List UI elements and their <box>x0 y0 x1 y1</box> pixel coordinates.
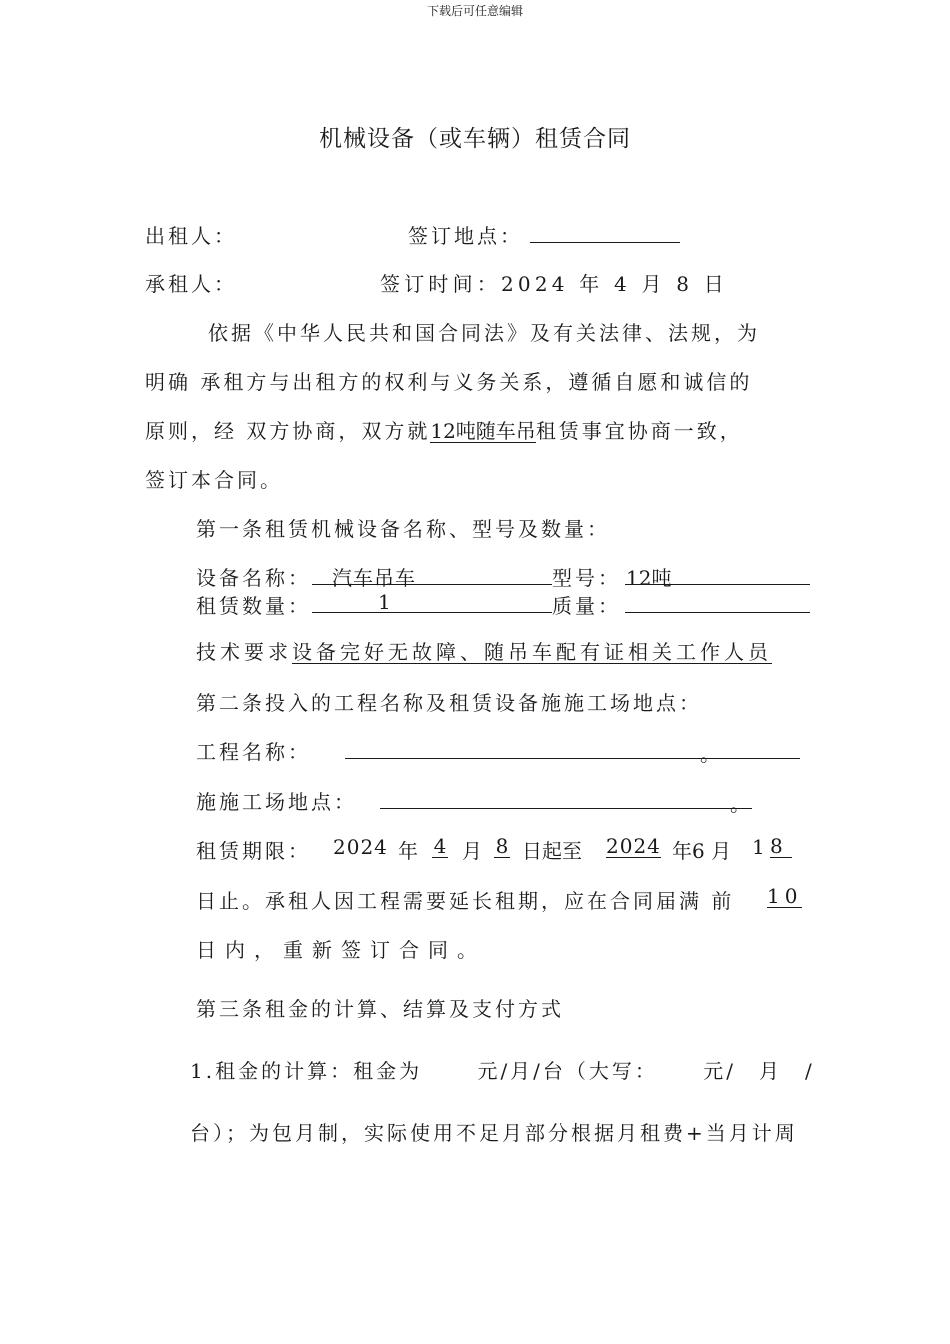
header-note: 下载后可任意编辑 <box>426 4 523 18</box>
quality-field <box>625 588 810 613</box>
project-period-mark: 。 <box>700 742 720 766</box>
site-period-mark: 。 <box>730 792 750 816</box>
qty-label: 租赁数量： <box>196 594 311 618</box>
quality-label: 质量： <box>552 594 621 618</box>
model-label: 型号： <box>552 566 621 590</box>
start-month-unit: 月 <box>462 839 482 863</box>
end-day-a: 1 <box>752 835 765 859</box>
start-to-label: 日起至 <box>522 839 582 863</box>
intro-line-1: 依据《中华人民共和国合同法》及有关法律、法规，为 <box>208 321 760 345</box>
rent-line-2: 台）；为包月制，实际使用不足月部分根据月租费+当月计周 <box>190 1121 798 1145</box>
start-month: 4 <box>433 834 447 858</box>
intro-line-3 <box>145 415 743 444</box>
qty-field <box>312 588 552 613</box>
article-3-heading: 第三条租金的计算、结算及支付方式 <box>196 997 564 1021</box>
start-year-unit: 年 <box>398 839 418 863</box>
qty-value: 1 <box>378 590 391 614</box>
start-year: 2024 <box>333 835 388 859</box>
period-label: 租赁期限： <box>196 839 311 863</box>
sign-place-blank <box>530 220 680 243</box>
article-1-heading: 第一条租赁机械设备名称、型号及数量： <box>196 517 610 541</box>
tech-label: 技术要求 <box>196 640 292 664</box>
contract-title: 机械设备（或车辆）租赁合同 <box>319 126 631 152</box>
tech-value: 设备完好无故障、随吊车配有证相关工作人员 <box>292 640 772 664</box>
intro-line-4: 签订本合同。 <box>145 468 283 492</box>
sign-time: 签订时间：2024 年 4 月 8 日 <box>380 272 728 296</box>
article-2-heading: 第二条投入的工程名称及租赁设备施施工场地点： <box>196 691 702 715</box>
model-value: 12吨 <box>626 566 672 590</box>
project-label: 工程名称： <box>196 740 311 764</box>
period-line-2: 日止。承租人因工程需要延长租期，应在合同届满 前 <box>196 889 735 913</box>
start-day: 8 <box>495 834 509 858</box>
project-field <box>345 734 800 759</box>
lessor-label: 出租人： <box>145 224 237 248</box>
site-label: 施施工场地点： <box>196 790 357 814</box>
end-month: 年6 月 <box>672 839 732 863</box>
days-before: 10 <box>767 884 803 908</box>
equip-name-value: 汽车吊车 <box>332 566 416 590</box>
intro-line-3-b: 租赁事宜协商一致， <box>535 419 743 443</box>
intro-line-2: 明确 承租方与出租方的权利与义务关系，遵循自愿和诚信的 <box>145 370 753 394</box>
lessee-label: 承租人： <box>145 272 237 296</box>
end-day-b: 8 <box>770 835 792 858</box>
intro-line-3-a: 原则，经 双方协商，双方就 <box>145 419 431 443</box>
equip-name-label: 设备名称： <box>196 566 311 590</box>
sign-place-label: 签订地点： <box>408 224 523 248</box>
period-line-3: 日内，重新签订合同。 <box>196 938 486 962</box>
lease-subject: 12吨随车吊 <box>430 419 536 443</box>
site-field <box>380 784 752 809</box>
tech-req <box>196 636 772 665</box>
end-year: 2024 <box>606 834 661 858</box>
rent-line-1: 1.租金的计算：租金为 元/月/台（大写： 元/ 月 / <box>190 1059 815 1083</box>
